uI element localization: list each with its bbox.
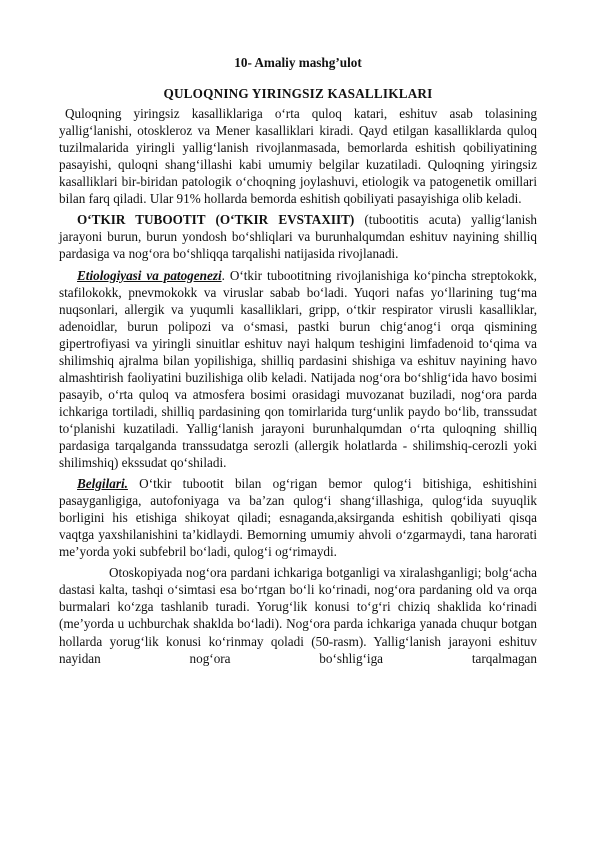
section-title: QULOQNING YIRINGSIZ KASALLIKLARI: [163, 86, 433, 102]
page-title: 10- Amaliy mashg’ulot: [234, 55, 362, 70]
signs-text: O‘tkir tubootit bilan og‘rigan bemor qulog‘i bitishiga, eshitishini pasayganligiga, autofoniyaga va ba’zan qulog‘i shang‘illashiga, qulog‘ida suyuqlik borligini his etishiga shikoyat qiladi; esnaganda,aksirganda eshitish qobiliyati qisqa vaqtga yaxshilanishini ta’kidlaydi. Bemorning umumiy ahvoli o‘zgarmaydi, tana harorati me’yorda yoki subfebril bo‘ladi, qulog‘i og‘rimaydi.: [59, 476, 537, 560]
etiology-heading: Etiologiyasi va patogenezi: [77, 267, 222, 283]
acute-tubootitis-paragraph: [59, 211, 537, 262]
acute-tubootitis-text: (tubootitis acuta) yallig‘lanish jarayoni burun, burun yondosh bo‘shliqlari va burunhalqumdan eshituv nayining shilliq pardasiga va nog‘ora bo‘shliqqa tarqalishi natijasida rivojlanadi.: [59, 212, 537, 262]
signs-heading: Belgilari.: [77, 476, 128, 492]
signs-paragraph: [59, 475, 537, 560]
etiology-text: . O‘tkir tubootitning rivojlanishiga ko‘pincha streptokokk, stafilokokk, pnevmokokk va viruslar sabab bo‘ladi. Yuqori nafas yo‘llarining tug‘ma nuqsonlari, allergik va yuqumli kasalliklari, gripp, o‘tkir respirator virusli kasalliklar, adenoidlar, burun polipozi va o‘smasi, pastki burun chig‘anog‘i orqa qismining gipertrofiyasi va yiringli sinuitlar eshituv nayi halqum teshigini limfadenoid to‘qima va shilimshiq ajralma bilan yopilishiga, shilliq pardasini shishiga va eshituv nayining havo almashtirish faoliyatini buzilishiga olib keladi. Natijada nog‘ora bo‘shlig‘ida havo bosimi pasayib, o‘rta quloq va atmosfera bosimi orasidagi muvozanat buziladi, nog‘ora parda ichkariga tortiladi, shilliq pardasining qon tomirlarida turg‘unlik paydo bo‘lib, transsudat to‘planishi kuzatiladi. Yallig‘lanish jarayoni burunhalqumdan o‘rta quloqning shilliq pardasiga tarqalganda transsudatga serozli (allergik holatlarda - shilimshiq-cerozli yoki shilimshiq) ekssudat qo‘shiladi.: [59, 267, 537, 471]
etiology-paragraph: [59, 267, 537, 472]
otoscopy-paragraph: Otoskopiyada nog‘ora pardani ichkariga botganligi va xiralashganligi; bolg‘acha dastasi kalta, tashqi o‘simtasi esa bo‘rtgan bo‘li ko‘rinadi, nog‘ora pardaning old va orqa burmalari ko‘zga tashlanib turadi. Yorug‘lik konusi to‘g‘ri chiziq shaklida ko‘rinadi (me’yorda u uchburchak shaklda bo‘ladi). Nog‘ora parda ichkariga yanada chuqur botgan hollarda yorug‘lik konusi ko‘rinmay qoladi (50-rasm). Yallig‘lanish jarayoni eshituv nayidan nog‘ora bo‘shlig‘iga tarqalmagan: [59, 565, 537, 666]
intro-paragraph: Quloqning yiringsiz kasalliklariga o‘rta quloq katari, eshituv asab tolasining yallig‘lanishi, otoskleroz va Mener kasalliklari kiradi. Qayd etilgan kasalliklarda quloq tuzilmalarida yiringli yallig‘lanish rivojlanmasada, bemorlarda eshitish qobiliyatining pasayishi, quloqni shang‘illashi kabi umumiy belgilar kuzatiladi. Quloqning yiringsiz kasalliklari bir-biridan patologik o‘choqning joylashuvi, etiologik va patogenetik omillari bilan farq qiladi. Ular 91% hollarda bemorda eshitish qobiliyati pasayishiga olib keladi.: [59, 106, 537, 207]
acute-tubootitis-heading: O‘TKIR TUBOOTIT (O‘TKIR EVSTAXIIT): [77, 212, 355, 228]
